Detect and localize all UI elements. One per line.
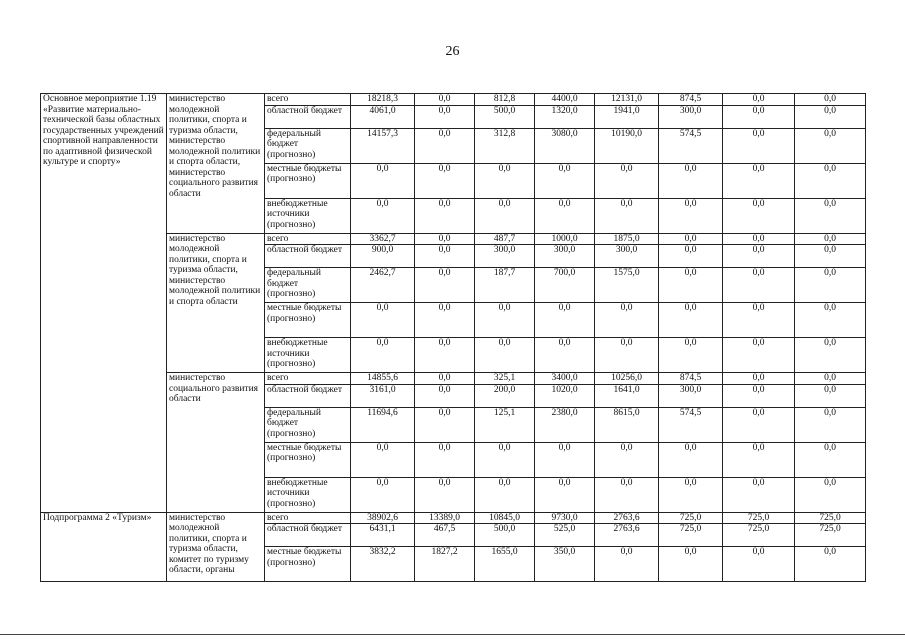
amount-cell: 1941,0 [595, 105, 659, 128]
amount-cell: 11694,6 [351, 407, 415, 442]
amount-cell: 0,0 [415, 233, 475, 245]
amount-cell: 874,5 [659, 94, 723, 106]
amount-cell: 0,0 [795, 268, 866, 303]
funding-source-cell: всего [265, 373, 351, 385]
amount-cell: 0,0 [351, 163, 415, 198]
amount-cell: 725,0 [723, 512, 795, 524]
amount-cell: 1655,0 [475, 547, 535, 582]
amount-cell: 0,0 [595, 547, 659, 582]
amount-cell: 700,0 [535, 268, 595, 303]
amount-cell: 0,0 [415, 338, 475, 373]
amount-cell: 0,0 [795, 407, 866, 442]
amount-cell: 12131,0 [595, 94, 659, 106]
amount-cell: 0,0 [659, 163, 723, 198]
amount-cell: 0,0 [415, 245, 475, 268]
amount-cell: 725,0 [659, 524, 723, 547]
amount-cell: 3161,0 [351, 384, 415, 407]
funding-source-cell: областной бюджет [265, 524, 351, 547]
funding-source-cell: областной бюджет [265, 105, 351, 128]
amount-cell: 4400,0 [535, 94, 595, 106]
amount-cell: 0,0 [595, 338, 659, 373]
amount-cell: 0,0 [723, 198, 795, 233]
amount-cell: 2380,0 [535, 407, 595, 442]
table-row [41, 512, 866, 524]
amount-cell: 0,0 [475, 338, 535, 373]
amount-cell: 0,0 [535, 477, 595, 512]
amount-cell: 3832,2 [351, 547, 415, 582]
amount-cell: 0,0 [795, 303, 866, 338]
amount-cell: 812,8 [475, 94, 535, 106]
amount-cell: 725,0 [723, 524, 795, 547]
amount-cell: 0,0 [659, 442, 723, 477]
funding-source-cell: внебюджетные источники (прогнозно) [265, 338, 351, 373]
amount-cell: 0,0 [415, 198, 475, 233]
amount-cell: 350,0 [535, 547, 595, 582]
amount-cell: 725,0 [795, 524, 866, 547]
page-bottom-rule [0, 634, 905, 635]
amount-cell: 0,0 [415, 373, 475, 385]
amount-cell: 0,0 [659, 338, 723, 373]
table-row [41, 94, 866, 106]
amount-cell: 0,0 [475, 477, 535, 512]
amount-cell: 0,0 [723, 268, 795, 303]
amount-cell: 0,0 [351, 442, 415, 477]
amount-cell: 9730,0 [535, 512, 595, 524]
amount-cell: 0,0 [723, 245, 795, 268]
amount-cell: 0,0 [475, 442, 535, 477]
amount-cell: 3362,7 [351, 233, 415, 245]
funding-source-cell: внебюджетные источники (прогнозно) [265, 477, 351, 512]
amount-cell: 1575,0 [595, 268, 659, 303]
amount-cell: 0,0 [415, 94, 475, 106]
amount-cell: 0,0 [723, 338, 795, 373]
amount-cell: 0,0 [351, 338, 415, 373]
amount-cell: 300,0 [595, 245, 659, 268]
funding-source-cell: внебюджетные источники (прогнозно) [265, 198, 351, 233]
amount-cell: 500,0 [475, 524, 535, 547]
amount-cell: 13389,0 [415, 512, 475, 524]
amount-cell: 300,0 [659, 384, 723, 407]
amount-cell: 300,0 [535, 245, 595, 268]
amount-cell: 0,0 [415, 128, 475, 163]
amount-cell: 0,0 [723, 547, 795, 582]
amount-cell: 38902,6 [351, 512, 415, 524]
amount-cell: 125,1 [475, 407, 535, 442]
amount-cell: 0,0 [535, 442, 595, 477]
amount-cell: 0,0 [659, 268, 723, 303]
amount-cell: 3080,0 [535, 128, 595, 163]
amount-cell: 0,0 [351, 303, 415, 338]
amount-cell: 14855,6 [351, 373, 415, 385]
amount-cell: 0,0 [415, 407, 475, 442]
amount-cell: 0,0 [595, 198, 659, 233]
amount-cell: 4061,0 [351, 105, 415, 128]
amount-cell: 0,0 [595, 442, 659, 477]
amount-cell: 1000,0 [535, 233, 595, 245]
amount-cell: 0,0 [415, 268, 475, 303]
amount-cell: 487,7 [475, 233, 535, 245]
ministry-cell: министерство молодежной политики, спорта и туризма области, комитет по туризму области, органы [167, 512, 265, 582]
amount-cell: 0,0 [723, 94, 795, 106]
amount-cell: 0,0 [415, 163, 475, 198]
amount-cell: 1641,0 [595, 384, 659, 407]
amount-cell: 1827,2 [415, 547, 475, 582]
amount-cell: 0,0 [723, 128, 795, 163]
amount-cell: 0,0 [659, 198, 723, 233]
amount-cell: 0,0 [415, 477, 475, 512]
amount-cell: 0,0 [659, 245, 723, 268]
amount-cell: 0,0 [535, 163, 595, 198]
amount-cell: 0,0 [795, 384, 866, 407]
amount-cell: 0,0 [659, 547, 723, 582]
amount-cell: 0,0 [475, 303, 535, 338]
amount-cell: 0,0 [723, 233, 795, 245]
amount-cell: 3400,0 [535, 373, 595, 385]
amount-cell: 0,0 [351, 477, 415, 512]
amount-cell: 0,0 [595, 303, 659, 338]
amount-cell: 574,5 [659, 128, 723, 163]
amount-cell: 0,0 [659, 477, 723, 512]
amount-cell: 725,0 [795, 512, 866, 524]
amount-cell: 0,0 [535, 338, 595, 373]
amount-cell: 467,5 [415, 524, 475, 547]
amount-cell: 0,0 [723, 373, 795, 385]
funding-source-cell: всего [265, 512, 351, 524]
amount-cell: 10256,0 [595, 373, 659, 385]
amount-cell: 0,0 [795, 442, 866, 477]
program-name-cell: Подпрограмма 2 «Туризм» [41, 512, 167, 582]
amount-cell: 18218,3 [351, 94, 415, 106]
amount-cell: 900,0 [351, 245, 415, 268]
amount-cell: 0,0 [795, 94, 866, 106]
amount-cell: 0,0 [659, 303, 723, 338]
amount-cell: 0,0 [475, 163, 535, 198]
amount-cell: 574,5 [659, 407, 723, 442]
funding-source-cell: местные бюджеты (прогнозно) [265, 547, 351, 582]
amount-cell: 0,0 [415, 303, 475, 338]
funding-source-cell: федеральный бюджет (прогнозно) [265, 407, 351, 442]
funding-source-cell: федеральный бюджет (прогнозно) [265, 128, 351, 163]
amount-cell: 874,5 [659, 373, 723, 385]
amount-cell: 10845,0 [475, 512, 535, 524]
amount-cell: 0,0 [795, 547, 866, 582]
funding-source-cell: всего [265, 233, 351, 245]
amount-cell: 0,0 [795, 373, 866, 385]
amount-cell: 500,0 [475, 105, 535, 128]
funding-source-cell: местные бюджеты (прогнозно) [265, 442, 351, 477]
amount-cell: 0,0 [595, 163, 659, 198]
amount-cell: 0,0 [795, 233, 866, 245]
amount-cell: 0,0 [723, 163, 795, 198]
amount-cell: 0,0 [415, 384, 475, 407]
page-number: 26 [445, 44, 460, 59]
funding-source-cell: федеральный бюджет (прогнозно) [265, 268, 351, 303]
funding-source-cell: всего [265, 94, 351, 106]
amount-cell: 1020,0 [535, 384, 595, 407]
ministry-cell: министерство молодежной политики, спорта и туризма области, министерство молодежной политики и спорта области [167, 233, 265, 373]
amount-cell: 187,7 [475, 268, 535, 303]
amount-cell: 200,0 [475, 384, 535, 407]
amount-cell: 0,0 [475, 198, 535, 233]
amount-cell: 0,0 [795, 198, 866, 233]
amount-cell: 300,0 [659, 105, 723, 128]
funding-source-cell: местные бюджеты (прогнозно) [265, 303, 351, 338]
funding-source-cell: областной бюджет [265, 384, 351, 407]
amount-cell: 6431,1 [351, 524, 415, 547]
amount-cell: 0,0 [795, 163, 866, 198]
amount-cell: 0,0 [723, 303, 795, 338]
amount-cell: 2462,7 [351, 268, 415, 303]
funding-source-cell: местные бюджеты (прогнозно) [265, 163, 351, 198]
amount-cell: 725,0 [659, 512, 723, 524]
amount-cell: 0,0 [351, 198, 415, 233]
amount-cell: 0,0 [795, 128, 866, 163]
amount-cell: 525,0 [535, 524, 595, 547]
ministry-cell: министерство социального развития области [167, 373, 265, 513]
amount-cell: 312,8 [475, 128, 535, 163]
amount-cell: 0,0 [795, 245, 866, 268]
amount-cell: 0,0 [723, 407, 795, 442]
amount-cell: 0,0 [795, 338, 866, 373]
amount-cell: 8615,0 [595, 407, 659, 442]
amount-cell: 0,0 [535, 303, 595, 338]
amount-cell: 0,0 [415, 105, 475, 128]
program-name-cell: Основное мероприятие 1.19 «Развитие материально-технической базы областных государственных учреждений спортивной направленности по адаптивной физической культуре и спорту» [41, 94, 167, 513]
amount-cell: 2763,6 [595, 512, 659, 524]
amount-cell: 0,0 [723, 477, 795, 512]
amount-cell: 0,0 [723, 105, 795, 128]
amount-cell: 325,1 [475, 373, 535, 385]
ministry-cell: министерство молодежной политики, спорта и туризма области, министерство молодежной политики и спорта области, министерство социального развития области [167, 94, 265, 234]
amount-cell: 0,0 [795, 477, 866, 512]
amount-cell: 1320,0 [535, 105, 595, 128]
amount-cell: 300,0 [475, 245, 535, 268]
amount-cell: 2763,6 [595, 524, 659, 547]
amount-cell: 0,0 [595, 477, 659, 512]
amount-cell: 0,0 [723, 442, 795, 477]
amount-cell: 0,0 [415, 442, 475, 477]
amount-cell: 0,0 [795, 105, 866, 128]
budget-table [40, 93, 866, 582]
amount-cell: 0,0 [659, 233, 723, 245]
amount-cell: 10190,0 [595, 128, 659, 163]
funding-source-cell: областной бюджет [265, 245, 351, 268]
amount-cell: 0,0 [535, 198, 595, 233]
amount-cell: 1875,0 [595, 233, 659, 245]
amount-cell: 0,0 [723, 384, 795, 407]
amount-cell: 14157,3 [351, 128, 415, 163]
